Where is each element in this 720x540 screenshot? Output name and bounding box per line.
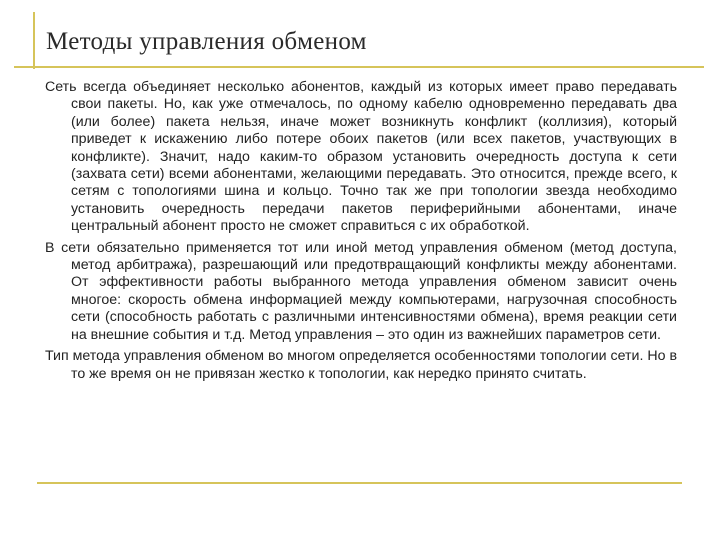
paragraph-2: В сети обязательно применяется тот или иной метод управления обменом (метод доступа, метод арбитража), разрешающий или предотвращающий конфликты между абонентами. От эффективности работы выбранного метода управления обменом зависит очень многое: скорость обмена информацией между компьютерами, нагрузочная способность сети (способность работать с различными интенсивностями обмена), время реакции сети на внешние события и т.д. Метод управления – это один из важнейших параметров сети. (45, 239, 677, 343)
footer-accent-line (37, 482, 682, 484)
slide-title: Методы управления обменом (46, 28, 367, 55)
title-accent-horizontal-line (14, 66, 704, 68)
paragraph-3: Тип метода управления обменом во многом определяется особенностями топологии сети. Но в то же время он не привязан жестко к топологии, как нередко принято считать. (45, 348, 677, 382)
slide-body (45, 79, 677, 387)
title-accent-vertical-line (33, 12, 35, 69)
paragraph-1: Сеть всегда объединяет несколько абонентов, каждый из которых имеет право передавать свои пакеты. Но, как уже отмечалось, по одному кабелю одновременно передавать два (или более) пакета нельзя, иначе может возникнуть конфликт (коллизия), который приведет к искажению либо потере обоих пакетов (или всех пакетов, участвующих в конфликте). Значит, надо каким-то образом установить очередность доступа к сети (захвата сети) всеми абонентами, желающими передавать. Это относится, прежде всего, к сетям с топологиями шина и кольцо. Точно так же при топологии звезда необходимо установить очередность передачи пакетов периферийными абонентами, иначе центральный абонент просто не сможет справиться с их обработкой. (45, 79, 677, 235)
